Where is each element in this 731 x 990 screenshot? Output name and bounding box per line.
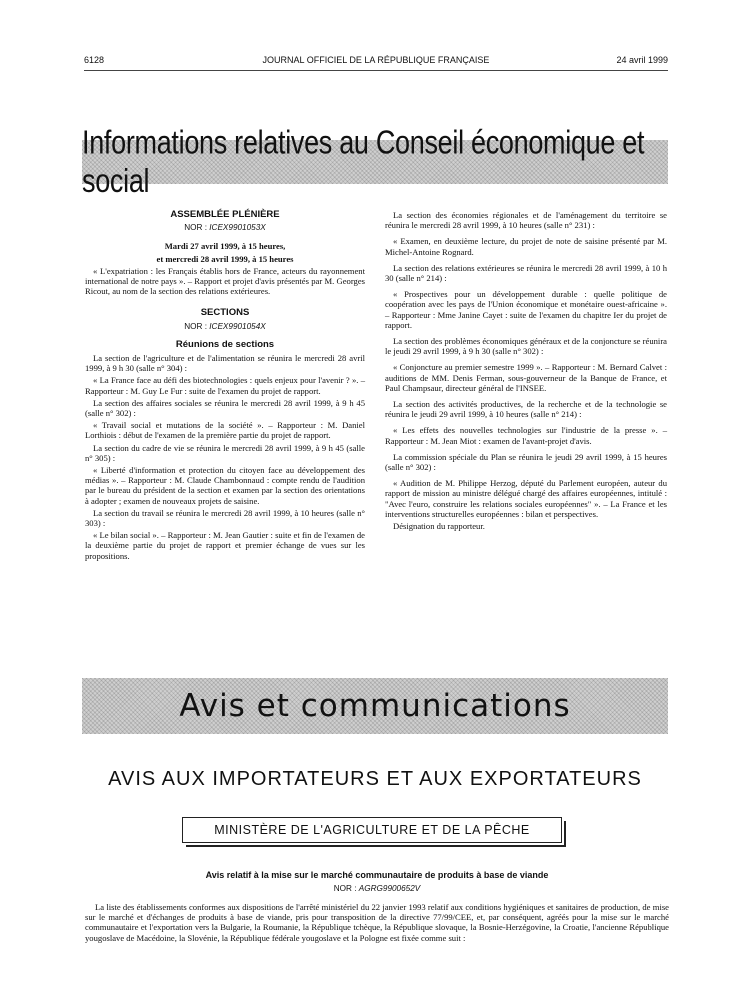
nor-code: ICEX9901053X <box>209 223 266 233</box>
plan-intro: La commission spéciale du Plan se réunira le jeudi 29 avril 1999, à 15 heures (salle n° 302) : <box>385 451 667 473</box>
assembly-date-1: Mardi 27 avril 1999, à 15 heures, <box>164 241 286 252</box>
sections-heading: SECTIONS <box>200 307 250 319</box>
right-column <box>385 210 667 533</box>
page-header <box>84 55 668 69</box>
assembly-text: « L'expatriation : les Français établis hors de France, acteurs du rayonnement international de notre pays ». – Rapport et projet d'avis présentés par M. Georges Ricout, au nom de la section des relations extérieures. <box>85 265 365 297</box>
cese-banner-title: Informations relatives au Conseil économique et social <box>82 123 645 200</box>
techno-intro: La section des activités productives, de la recherche et de la technologie se réunira le jeudi 29 avril 1999, à 10 heures (salle n° 214) : <box>385 399 667 420</box>
rel-ext-intro: La section des relations extérieures se réunira le mercredi 28 avril 1999, à 10 h 30 (salle n° 214) : <box>385 262 667 284</box>
cadre-text: « Liberté d'information et protection du citoyen face au développement des médias ». – Rapporteur : M. Claude Chambonnaud : compte rendu de l'audition par le bureau du président de la section et examen par la section des orientations à adopter ; examen de nouveaux projets de saisine. <box>85 465 365 506</box>
cese-banner <box>82 123 668 200</box>
assembly-nor <box>85 223 365 233</box>
social-intro: La section des affaires sociales se réunira le mercredi 28 avril 1999, à 9 h 45 (salle n° 302) : <box>85 397 365 419</box>
avis-section-title: AVIS AUX IMPORTATEURS ET AUX EXPORTATEURS <box>108 768 642 790</box>
journal-title: JOURNAL OFFICIEL DE LA RÉPUBLIQUE FRANÇAISE <box>262 55 490 65</box>
conj-intro: La section des problèmes économiques généraux et de la conjoncture se réunira le jeudi 29 avril 1999, à 9 h 30 (salle n° 302) : <box>385 336 667 357</box>
nor-code: AGRG9900652V <box>358 884 421 893</box>
eco-reg-text: « Examen, en deuxième lecture, du projet de note de saisine présenté par M. Michel-Antoine Rognard. <box>385 236 667 257</box>
avis-subtitle: Avis relatif à la mise sur le marché communautaire de produits à base de viande <box>205 870 549 880</box>
nor-label: NOR : <box>184 321 210 331</box>
left-column <box>85 210 365 563</box>
avis-nor <box>85 884 669 893</box>
ministry-box <box>182 817 562 843</box>
plan-designation: Désignation du rapporteur. <box>393 521 485 532</box>
avis-banner <box>82 678 668 734</box>
assembly-date-2: et mercredi 28 avril 1999, à 15 heures <box>156 253 294 264</box>
reunions-heading: Réunions de sections <box>175 338 275 350</box>
ministry-name: MINISTÈRE DE L'AGRICULTURE ET DE LA PÊCHE <box>214 823 530 837</box>
nor-label: NOR : <box>333 884 359 893</box>
assembly-heading: ASSEMBLÉE PLÉNIÈRE <box>170 209 280 220</box>
avis-body: La liste des établissements conformes aux dispositions de l'arrêté ministériel du 22 janvier 1993 relatif aux conditions hygiéniques et sanitaires de production, de mise sur le marché et d'échanges de produits à base de viande, pris pour transposition de la directive 77/99/CEE, et, par conséquent, agréés pour la mise sur le marché communautaire et l'exportation vers la Bulgarie, la Roumanie, la République tchèque, la République slovaque, la Bosnie-Herzégovine, la Croatie, l'ancienne République yougoslave de Macédoine, la Slovénie, la République fédérale yougoslave et la Pologne est fixée comme suit : <box>85 902 669 943</box>
avis-banner-title: Avis et communications <box>179 688 571 724</box>
eco-reg-intro: La section des économies régionales et de l'aménagement du territoire se réunira le mercredi 28 avril 1999, à 10 heures (salle n° 231) : <box>385 210 667 231</box>
page-number: 6128 <box>84 55 105 65</box>
header-rule <box>84 70 668 71</box>
cadre-intro: La section du cadre de vie se réunira le mercredi 28 avril 1999, à 9 h 45 (salle n° 305) : <box>85 442 365 463</box>
rel-ext-text: « Prospectives pour un développement durable : quelle politique de coopération avec les pays de l'Union économique et monétaire ouest-africaine ». – Rapporteur : Mme Janine Cayet : suite de l'examen du chapitre Ier du projet de rapport. <box>385 289 667 330</box>
techno-text: « Les effets des nouvelles technologies sur l'industrie de la presse ». – Rapporteur : M. Jean Miot : examen de l'avant-projet d'avis. <box>385 425 667 446</box>
sections-nor <box>85 322 365 332</box>
social-text: « Travail social et mutations de la société ». – Rapporteur : M. Daniel Lorthiois : début de l'examen de la première partie du projet de rapport. <box>85 420 365 441</box>
nor-label: NOR : <box>184 223 210 233</box>
plan-text: « Audition de M. Philippe Herzog, député du Parlement européen, auteur du rapport de mission au ministre délégué chargé des affaires européennes, intitulé : "Avec l'euro, construire les relations sociales européennes" ». – La France et les interventions structurelles européennes : bilan et perspectives. <box>385 478 667 519</box>
nor-code: ICEX9901054X <box>209 321 266 331</box>
agri-text: « La France face au défi des biotechnologies : quels enjeux pour l'avenir ? ». – Rapporteur : M. Guy Le Fur : suite de l'examen du projet de rapport. <box>85 375 365 396</box>
travail-intro: La section du travail se réunira le mercredi 28 avril 1999, à 10 heures (salle n° 303) : <box>85 507 365 529</box>
travail-text: « Le bilan social ». – Rapporteur : M. Jean Gautier : suite et fin de l'examen de la deuxième partie du projet de rapport et premier échange de vues sur les propositions. <box>85 530 365 561</box>
issue-date: 24 avril 1999 <box>616 55 668 65</box>
agri-intro: La section de l'agriculture et de l'alimentation se réunira le mercredi 28 avril 1999, à 9 h 30 (salle n° 304) : <box>85 353 365 374</box>
conj-text: « Conjoncture au premier semestre 1999 ». – Rapporteur : M. Bernard Calvet : auditions de MM. Denis Ferman, sous-gouverneur de la Banque de France, et Paul Champsaur, directeur général de l'INSEE. <box>385 362 667 393</box>
